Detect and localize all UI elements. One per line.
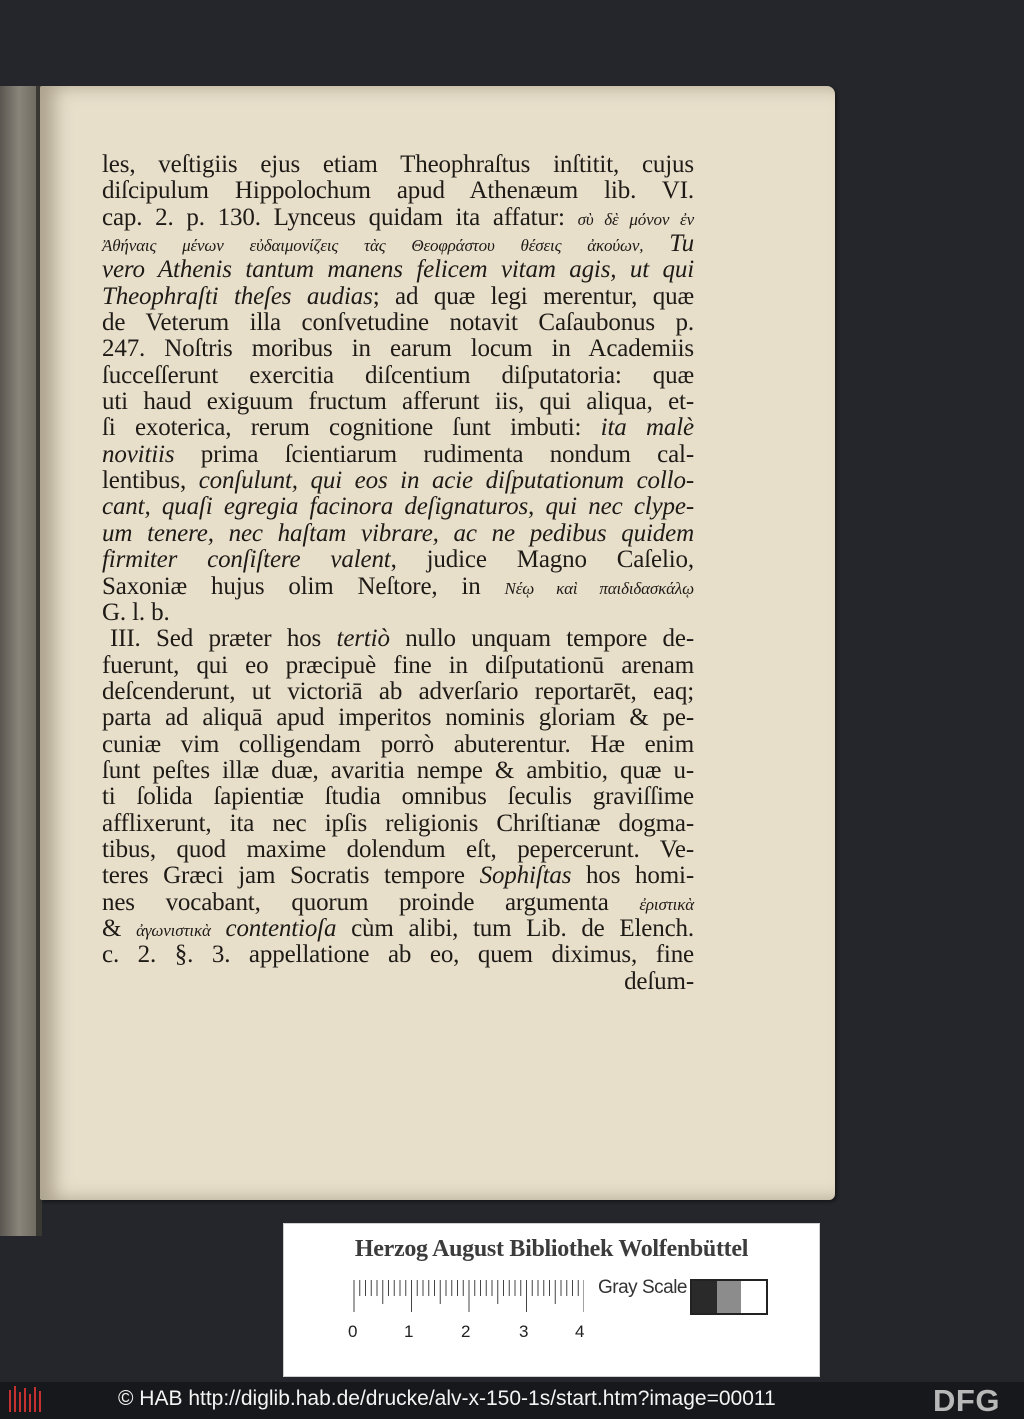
roman-text: 247. Noſtris moribus in earum locum in Academiis [102,335,694,363]
text-line [102,152,694,178]
roman-text: tibus, quod maxime dolendum eſt, pepercerunt. Ve- [102,835,694,863]
roman-text: lentibus, [102,467,199,495]
page-text [102,152,694,995]
facing-page-edge [0,86,38,1236]
text-line [102,863,694,889]
roman-text: deſum- [624,967,694,995]
italic-text: novitiis [102,440,175,468]
scale-label: 4 [575,1322,585,1341]
roman-text: III. Sed præter hos [110,625,337,653]
roman-text [211,915,226,942]
text-line [102,837,694,863]
roman-text: & [102,914,137,942]
gray-swatch-mid [717,1281,742,1313]
italic-text: Sophiſtas [479,862,572,890]
text-line [102,600,694,626]
text-line [102,574,694,600]
roman-text: afflixerunt, ita nec ipſis religionis Chriſtianæ dogma- [102,809,694,837]
roman-text: cuniæ vim colligendam porrò abuterentur. Hæ enim [102,730,694,758]
text-line [102,336,694,362]
gray-scale-swatches [690,1279,768,1315]
text-line [102,916,694,942]
italic-text: Theophraſti theſes audias [102,282,373,310]
roman-text: ſi exoterica, rerum cognitione ſunt imbuti: [102,414,601,442]
book-page [40,86,835,1200]
roman-text: ; ad quæ legi merentur, quæ [372,282,694,310]
roman-text: prima ſcientiarum rudimenta nondum cal- [174,440,694,468]
gray-swatch-dark [692,1281,717,1313]
greek-text: Νέῳ καὶ παιδιδασκάλῳ [504,578,694,598]
text-line [102,415,694,441]
scale-label: 2 [461,1322,471,1341]
text-line [102,653,694,679]
roman-text: ſunt peſtes illæ duæ, avaritia nempe & ambitio, quæ u- [102,756,694,784]
dfg-logo: DFG [933,1383,1000,1418]
roman-text: deſcenderunt, ut victoriā ab adverſario reportarēt, eaq; [102,677,694,705]
text-line [102,468,694,494]
roman-text: hos homi- [571,862,695,890]
roman-text: diſcipulum Hippolochum apud Athenæum lib. VI. [102,177,694,205]
italic-text: firmiter conſiſtere valent [102,546,391,574]
roman-text: ti ſolida ſapientiæ ſtudia omnibus ſeculis graviſſime [102,783,694,811]
text-line [102,389,694,415]
roman-text: , judice Magno Caſelio, [390,546,694,574]
text-line [102,626,694,652]
scale-label: 3 [519,1322,529,1341]
roman-text: parta ad aliquā apud imperitos nominis gloriam & pe- [102,704,694,732]
italic-text: tertiò [336,625,390,653]
italic-text: um tenere, nec haſtam vibrare, ac ne pedibus quidem [102,519,694,547]
roman-text: de Veterum illa conſvetudine notavit Caſaubonus p. [102,309,694,337]
roman-text: cap. 2. p. 130. Lynceus quidam ita affatur: [102,203,578,231]
roman-text: cùm alibi, tum Lib. de Elench. [336,914,694,942]
copyright-link[interactable]: © HAB http://diglib.hab.de/drucke/alv-x-150-1s/start.htm?image=00011 [118,1387,776,1410]
text-line [102,679,694,705]
text-line [102,547,694,573]
gray-scale-label: Gray Scale [598,1277,687,1298]
text-line [102,942,694,968]
text-line [102,494,694,520]
text-line [102,784,694,810]
scale-label: 1 [404,1322,414,1341]
roman-text: G. l. b. [102,598,170,626]
text-line [102,178,694,204]
text-line [102,231,694,257]
text-line [102,284,694,310]
gray-swatch-white [741,1281,766,1313]
roman-text: c. 2. §. 3. appellatione ab eo, quem diximus, fine [102,941,694,969]
greek-text: ἐριστικὰ [639,894,694,914]
roman-text: nullo unquam tempore de- [389,625,695,653]
text-line [102,442,694,468]
text-line [102,521,694,547]
text-line [102,969,694,995]
roman-text: teres Græci jam Socratis tempore [102,862,480,890]
roman-text: fuerunt, qui eo præcipuè fine in diſputationū arenam [102,651,694,679]
text-line [102,732,694,758]
roman-text: uti haud exiguum fructum afferunt iis, qui aliqua, et- [102,388,694,416]
text-line [102,890,694,916]
text-line [102,363,694,389]
italic-text: Tu [669,230,694,258]
roman-text: les, veſtigiis ejus etiam Theophraſtus inſtitit, cujus [102,151,694,178]
hab-barcode-logo [8,1384,46,1416]
roman-text: ſucceſſerunt exercitia diſcentium diſputatoria: quæ [102,361,694,389]
text-line [102,705,694,731]
roman-text: Saxoniæ hujus olim Neſtore, in [102,572,505,600]
text-line [102,257,694,283]
text-line [102,205,694,231]
scale-label: 0 [348,1322,358,1341]
greek-text: ἀγωνιστικὰ [136,920,211,940]
library-color-card [283,1223,820,1377]
text-line [102,811,694,837]
italic-text: contentioſa [225,914,337,942]
italic-text: conſulunt, qui eos in acie diſputationum collo- [198,467,694,495]
italic-text: cant, quaſi egregia facinora deſignaturos, qui nec clype- [102,493,694,521]
italic-text: ita malè [600,414,694,442]
text-line [102,310,694,336]
roman-text: nes vocabant, quorum proinde argumenta [102,888,640,916]
text-line [102,758,694,784]
ruler-scale [344,1274,584,1324]
italic-text: vero Athenis tantum manens felicem vitam agis, ut qui [102,256,694,284]
greek-text: Ἀθήναις μένων εὐδαιμονίζεις τὰς Θεοφράστου θέσεις ἀκούων, [102,236,670,256]
library-name: Herzog August Bibliothek Wolfenbüttel [354,1236,749,1262]
greek-text: σὺ δὲ μόνον ἐν [577,209,694,229]
